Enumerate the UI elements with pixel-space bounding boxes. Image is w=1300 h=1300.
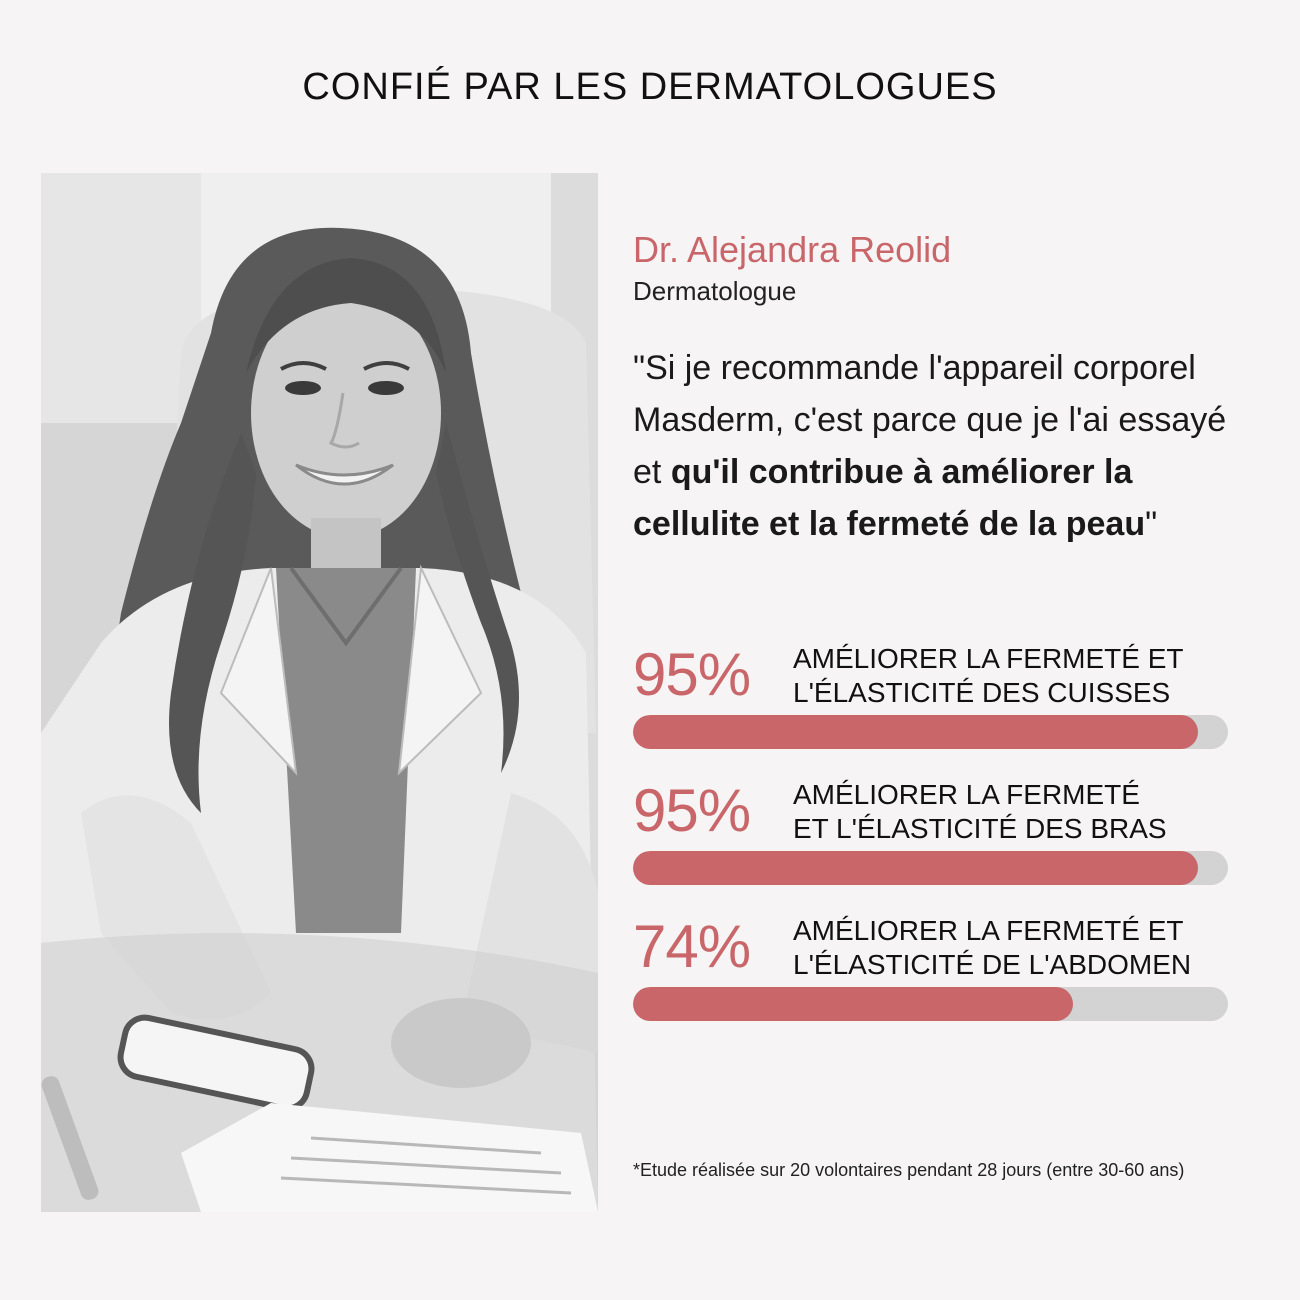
progress-track (633, 715, 1228, 749)
stat-item (633, 912, 1228, 1048)
doctor-name: Dr. Alejandra Reolid (633, 229, 952, 270)
stat-label-line: AMÉLIORER LA FERMETÉ ET (793, 643, 1184, 674)
progress-fill (633, 987, 1073, 1021)
stat-percent: 95% (633, 641, 751, 708)
progress-fill (633, 715, 1198, 749)
stat-label (793, 778, 1233, 846)
testimonial-quote (633, 342, 1263, 550)
stat-label-line: AMÉLIORER LA FERMETÉ (793, 779, 1140, 810)
study-footnote: *Etude réalisée sur 20 volontaires pendant 28 jours (entre 30-60 ans) (633, 1160, 1185, 1180)
stat-percent: 74% (633, 913, 751, 980)
quote-text-start: "Si je recommande l'appareil corporel Masderm, c'est parce que je l'ai essayé et (633, 349, 1227, 491)
stats-list (633, 640, 1228, 1048)
doctor-photo (41, 173, 598, 1212)
stat-item (633, 640, 1228, 776)
quote-emphasis: qu'il contribue à améliorer la cellulite et la fermeté de la peau (633, 453, 1146, 543)
page-title: CONFIÉ PAR LES DERMATOLOGUES (302, 66, 998, 108)
stat-label (793, 914, 1233, 982)
stat-label-line: L'ÉLASTICITÉ DE L'ABDOMEN (793, 949, 1192, 980)
quote-text-end: " (1145, 505, 1158, 543)
doctor-role: Dermatologue (633, 276, 797, 306)
stat-label-line: ET L'ÉLASTICITÉ DES BRAS (793, 813, 1167, 844)
stat-label-line: AMÉLIORER LA FERMETÉ ET (793, 915, 1184, 946)
stat-label (793, 642, 1233, 710)
progress-fill (633, 851, 1198, 885)
stat-percent: 95% (633, 777, 751, 844)
stat-label-line: L'ÉLASTICITÉ DES CUISSES (793, 677, 1171, 708)
stat-item (633, 776, 1228, 912)
testimonial-block (633, 228, 1263, 550)
progress-track (633, 851, 1228, 885)
progress-track (633, 987, 1228, 1021)
